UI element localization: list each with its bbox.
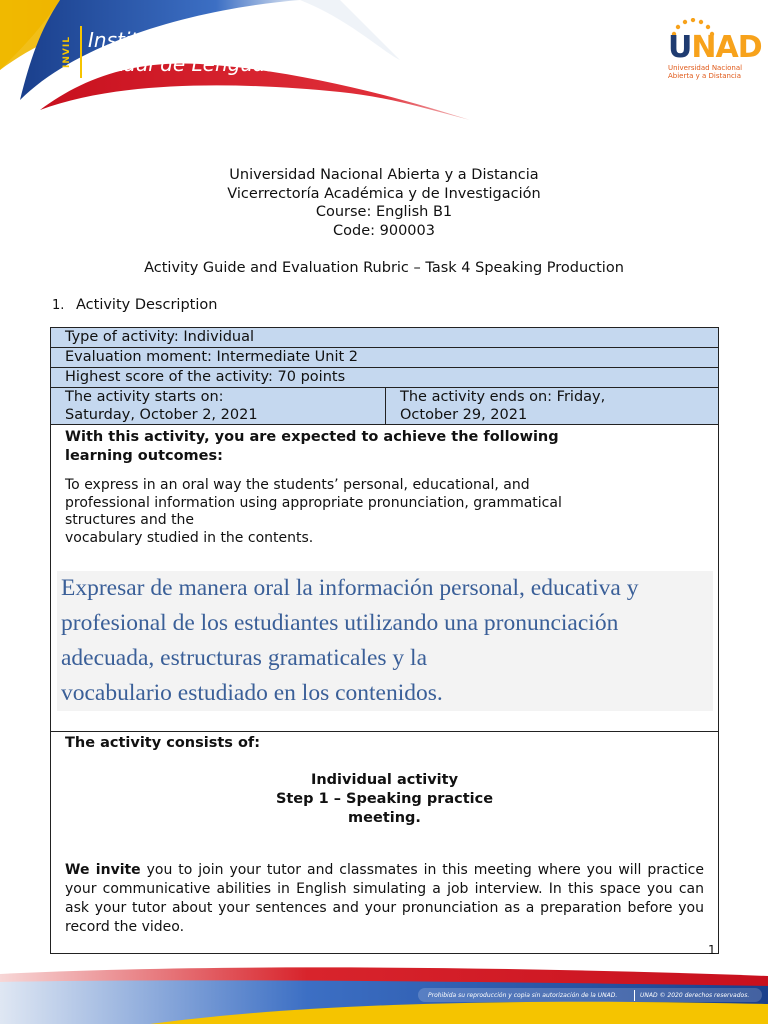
highest-score: Highest score of the activity: 70 points [65,369,346,385]
activity-type: Type of activity: Individual [65,329,255,345]
vice-rectorate: Vicerrectoría Académica y de Investigación [227,185,541,202]
activity-table [50,327,719,954]
table-row [51,328,718,348]
unad-u: U [668,30,692,65]
course-code: Code: 900003 [333,222,435,239]
invil-divider [80,26,82,78]
table-row [51,368,718,388]
start-date-cell [51,388,386,424]
outcomes-lead-line2: learning outcomes: [65,447,223,464]
invil-tag: INVIL [62,36,72,68]
evaluation-moment: Evaluation moment: Intermediate Unit 2 [65,349,359,365]
step-heading [65,771,704,828]
header-banner [0,0,768,140]
outcomes-text [65,477,704,547]
step-subtitle: meeting. [348,810,421,826]
spanish-line4: vocabulario estudiado en los contenidos. [61,680,443,706]
document-title-block [0,166,768,240]
outcomes-text-line1: To express in an oral way the students’ personal, educational, and [65,477,530,493]
outcomes-text-line4: vocabulary studied in the contents. [65,529,314,546]
end-date-label: The activity ends on: [400,389,553,405]
unad-wordmark [668,30,762,65]
university-name: Universidad Nacional Abierta y a Distancia [229,167,539,183]
table-row-dates [51,388,718,425]
start-date-label: The activity starts on: [65,389,224,405]
invitation-paragraph [65,861,704,937]
start-date-value: Saturday, October 2, 2021 [65,407,258,423]
end-date-value-a: Friday, [552,389,606,405]
section-title: Activity Description [76,297,218,313]
step-title: Step 1 – Speaking practice [275,791,494,807]
outcomes-lead [65,428,704,465]
spanish-line1: Expresar de manera oral la información personal, educativa y [61,575,639,601]
end-date-value-b: October 29, 2021 [400,407,528,423]
guide-title: Activity Guide and Evaluation Rubric – Task 4 Speaking Production [144,260,624,276]
spanish-outcomes [57,571,713,711]
learning-outcomes-cell [51,425,718,732]
invite-text: you to join your tutor and classmates in this meeting where you will practice your communicative abilities in English simulating a job interview. In this space you can ask your tutor about your sentences and your pronunciation as a preparation before you record the video. [65,862,704,935]
outcomes-text-line2: professional information using appropriate pronunciation, grammatical [65,494,562,511]
institute-name-line2: Virtual de Lenguas [88,52,276,76]
section-heading [52,297,217,313]
course-name: Course: English B1 [315,204,453,220]
institute-name-line1: Instituto [88,28,171,52]
spanish-line3: adecuada, estructuras gramaticales y la [61,645,428,671]
invite-bold: We invite [65,862,141,878]
footer-notice: Prohibida su reproducción y copia sin autorización de la UNAD. [428,992,618,999]
consists-lead: The activity consists of: [65,735,261,751]
footer-rights: UNAD © 2020 derechos reservados. [640,992,750,999]
unad-logo [660,18,760,88]
page-number: 1 [708,943,716,957]
footer-banner [0,964,768,1024]
unad-subtitle-2: Abierta y a Distancia [668,72,742,80]
footer-divider [634,990,635,1001]
table-row [51,348,718,368]
individual-activity: Individual activity [310,772,459,788]
unad-subtitle-1: Universidad Nacional [668,64,743,72]
unad-nad: NAD [691,30,762,65]
section-number: 1. [52,298,65,313]
activity-consists-cell [51,734,718,953]
end-date-cell [386,388,718,424]
outcomes-lead-line1: With this activity, you are expected to achieve the following [65,429,559,445]
outcomes-text-line3: structures and the [65,512,195,528]
spanish-line2: profesional de los estudiantes utilizando una pronunciación [61,610,619,636]
